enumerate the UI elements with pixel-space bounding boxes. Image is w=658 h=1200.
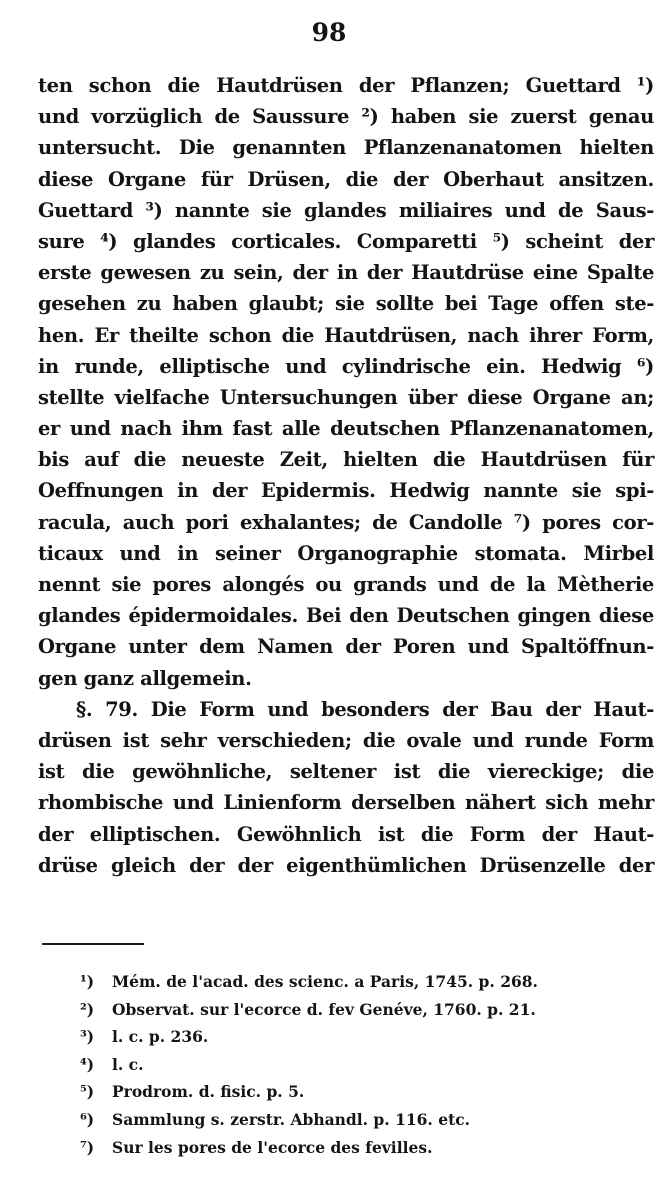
text-line: glandes épidermoidales. Bei den Deutschen gingen diese xyxy=(38,604,654,628)
text-line: drüse gleich der der eigenthümlichen Drüsenzelle der xyxy=(38,853,654,877)
footnote-text: Mém. de l'acad. des scienc. a Paris, 1745. p. 268. xyxy=(112,972,538,991)
text-line: Guettard ³) nannte sie glandes miliaires und de Saus- xyxy=(38,198,654,222)
text-line: nennt sie pores alongés ou grands und de la Mètherie xyxy=(38,573,654,596)
footnote-mark: ¹) xyxy=(80,972,95,991)
footnote-text: l. c. xyxy=(112,1054,144,1074)
text-line: Organe unter dem Namen der Poren und Spaltöffnun- xyxy=(38,635,654,659)
text-line: bis auf die neueste Zeit, hielten die Hautdrüsen für xyxy=(38,448,654,472)
footnote-5 xyxy=(80,1078,640,1106)
text-line: ticaux und in seiner Organographie stomata. Mirbel xyxy=(38,541,654,565)
body-text xyxy=(38,70,654,881)
text-line: sure ⁴) glandes corticales. Comparetti ⁵) scheint der xyxy=(38,229,654,253)
text-line: Oeffnungen in der Epidermis. Hedwig nannte sie spi- xyxy=(38,479,654,503)
footnote-mark: ⁶) xyxy=(80,1109,95,1129)
text-line: der elliptischen. Gewöhnlich ist die Form der Haut- xyxy=(38,822,654,846)
text-line: ist die gewöhnliche, seltener ist die viereckige; die xyxy=(38,760,654,784)
section-79-start: §. 79. Die Form und besonders der Bau der Haut- xyxy=(76,697,654,721)
footnote-mark: ³) xyxy=(80,1027,95,1047)
text-line: gesehen zu haben glaubt; sie sollte bei Tage offen ste- xyxy=(38,292,654,316)
text-line: rhombische und Linienform derselben nähert sich mehr xyxy=(38,791,654,815)
footnote-text: Sur les pores de l'ecorce des fevilles. xyxy=(112,1137,433,1157)
footnote-1 xyxy=(80,968,640,996)
text-line: hen. Er theilte schon die Hautdrüsen, nach ihrer Form, xyxy=(38,323,654,347)
text-line: untersucht. Die genannten Pflanzenanatomen hielten xyxy=(38,136,654,160)
footnote-4 xyxy=(80,1051,640,1079)
footnote-7 xyxy=(80,1134,640,1162)
text-line: ten schon die Hautdrüsen der Pflanzen; Guettard ¹) xyxy=(38,74,654,97)
text-line: erste gewesen zu sein, der in der Hautdrüse eine Spalte xyxy=(38,261,654,285)
footnote-text: Observat. sur l'ecorce d. fev Genéve, 1760. p. 21. xyxy=(112,999,536,1019)
text-line: diese Organe für Drüsen, die der Oberhaut ansitzen. xyxy=(38,167,654,191)
text-line: in runde, elliptische und cylindrische ein. Hedwig ⁶) xyxy=(38,354,654,378)
footnote-mark: ⁵) xyxy=(80,1082,95,1102)
text-line: er und nach ihm fast alle deutschen Pflanzenanatomen, xyxy=(38,417,654,441)
text-line: racula, auch pori exhalantes; de Candolle ⁷) pores cor- xyxy=(38,510,654,534)
text-line-paragraph-end: gen ganz allgemein. xyxy=(38,666,252,690)
text-line: stellte vielfache Untersuchungen über diese Organe an; xyxy=(38,385,654,409)
text-line: und vorzüglich de Saussure ²) haben sie zuerst genau xyxy=(38,105,654,129)
footnote-6 xyxy=(80,1106,640,1134)
footnote-divider xyxy=(42,943,144,945)
footnote-mark: ⁷) xyxy=(80,1137,95,1157)
footnote-2 xyxy=(80,996,640,1024)
footnotes xyxy=(80,968,640,1161)
footnote-text: Sammlung s. zerstr. Abhandl. p. 116. etc. xyxy=(112,1109,471,1129)
footnote-mark: ²) xyxy=(80,999,95,1019)
footnote-3 xyxy=(80,1023,640,1051)
text-line: drüsen ist sehr verschieden; die ovale und runde Form xyxy=(38,728,654,752)
footnote-text: Prodrom. d. fisic. p. 5. xyxy=(112,1082,305,1102)
footnote-mark: ⁴) xyxy=(80,1054,95,1074)
footnote-text: l. c. p. 236. xyxy=(112,1027,209,1047)
page-number: 98 xyxy=(311,18,347,47)
